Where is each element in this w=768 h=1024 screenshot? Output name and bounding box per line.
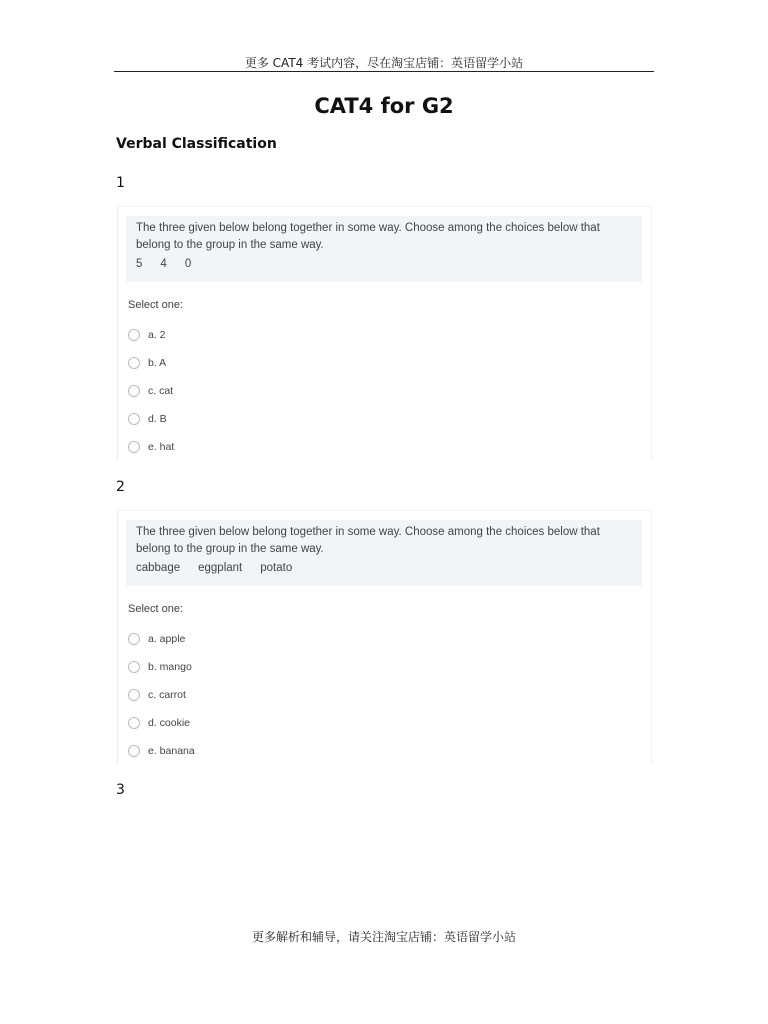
radio-button[interactable] xyxy=(128,329,140,341)
radio-button[interactable] xyxy=(128,357,140,369)
answer-option[interactable] xyxy=(128,681,195,709)
document-title: CAT4 for G2 xyxy=(314,94,454,118)
page-footer-text: 更多解析和辅导，请关注淘宝店铺：英语留学小站 xyxy=(251,930,516,944)
radio-button[interactable] xyxy=(128,441,140,453)
page-header-text: 更多 CAT4 考试内容，尽在淘宝店铺：英语留学小站 xyxy=(244,56,524,70)
question-item: 4 xyxy=(160,258,167,270)
answer-options xyxy=(128,321,174,461)
question-prompt: The three given below belong together in some way. Choose among the choices below that belong to the group in the same way. xyxy=(136,222,600,251)
option-label: a. apple xyxy=(148,633,186,645)
answer-options xyxy=(128,625,195,765)
answer-option[interactable] xyxy=(128,653,195,681)
radio-button[interactable] xyxy=(128,385,140,397)
answer-option[interactable] xyxy=(128,349,174,377)
question-prompt-box xyxy=(126,216,642,282)
answer-option[interactable] xyxy=(128,321,174,349)
question-items xyxy=(136,258,632,270)
question-prompt: The three given below belong together in some way. Choose among the choices below that belong to the group in the same way. xyxy=(136,526,600,555)
question-item: potato xyxy=(260,562,293,574)
question-number-3: 3 xyxy=(116,782,125,798)
question-prompt-box xyxy=(126,520,642,586)
option-label: c. carrot xyxy=(148,689,186,701)
header-divider xyxy=(114,71,654,72)
radio-button[interactable] xyxy=(128,717,140,729)
option-label: b. A xyxy=(148,357,167,369)
select-one-label: Select one: xyxy=(128,603,184,615)
question-item: cabbage xyxy=(136,562,181,574)
radio-button[interactable] xyxy=(128,745,140,757)
answer-option[interactable] xyxy=(128,405,174,433)
answer-option[interactable] xyxy=(128,709,195,737)
option-label: a. 2 xyxy=(148,329,166,341)
question-item: 0 xyxy=(184,258,192,270)
radio-button[interactable] xyxy=(128,661,140,673)
answer-option[interactable] xyxy=(128,625,195,653)
answer-option[interactable] xyxy=(128,433,174,461)
question-number-1: 1 xyxy=(116,175,125,191)
answer-option[interactable] xyxy=(128,737,195,765)
option-label: b. mango xyxy=(148,661,192,673)
option-label: e. banana xyxy=(148,745,195,757)
question-item: 5 xyxy=(136,258,143,270)
radio-button[interactable] xyxy=(128,633,140,645)
select-one-label: Select one: xyxy=(128,299,184,311)
option-label: e. hat xyxy=(148,441,175,453)
option-label: c. cat xyxy=(148,385,174,397)
question-items xyxy=(136,562,632,574)
radio-button[interactable] xyxy=(128,689,140,701)
question-card-1 xyxy=(117,206,652,460)
section-heading: Verbal Classification xyxy=(116,136,277,152)
option-label: d. cookie xyxy=(148,717,191,729)
answer-option[interactable] xyxy=(128,377,174,405)
option-label: d. B xyxy=(148,413,167,425)
radio-button[interactable] xyxy=(128,413,140,425)
question-card-2 xyxy=(117,510,652,764)
question-item: eggplant xyxy=(198,562,243,574)
question-number-2: 2 xyxy=(116,479,125,495)
